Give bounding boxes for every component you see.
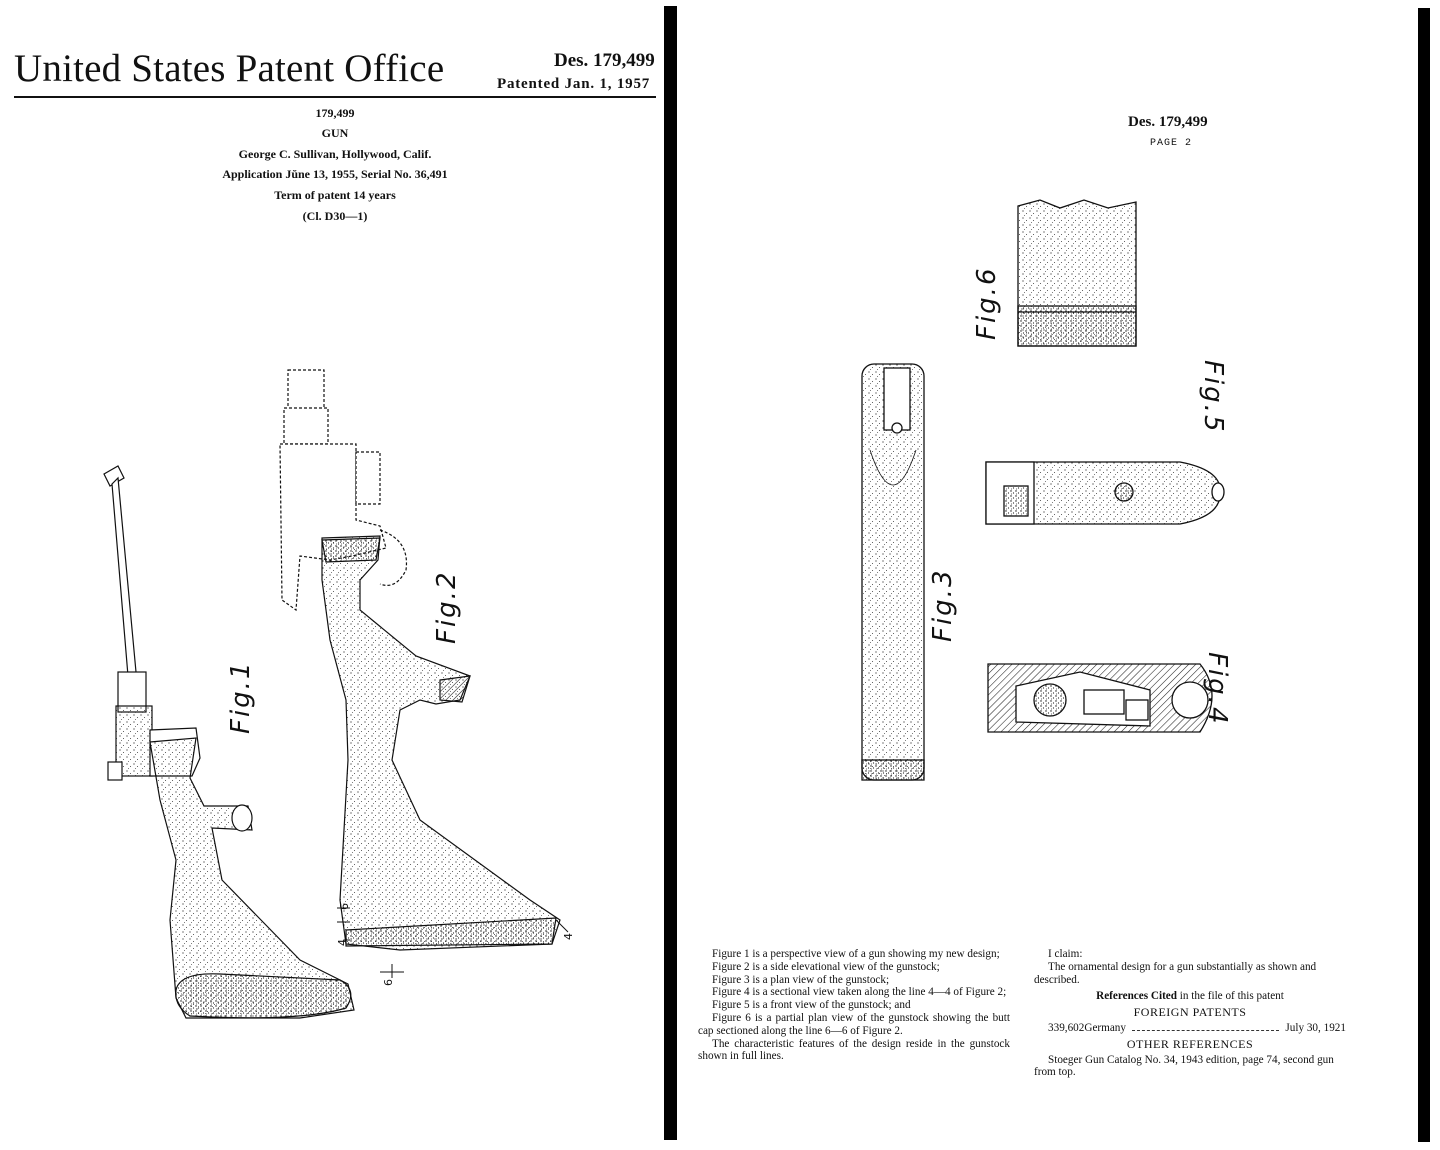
section-mark-4-left: 4 <box>336 939 349 946</box>
application-line: Application Jŭne 13, 1955, Serial No. 36,491 <box>222 167 448 181</box>
page2-design-number: Des. 179,499 <box>1128 114 1208 130</box>
figure-description-column <box>698 948 1010 1063</box>
fig6-butt-cap-drawing <box>1018 200 1136 346</box>
patent-office-title: United States Patent Office <box>14 47 445 90</box>
desc-fig5: Figure 5 is a front view of the gunstock; and <box>712 999 911 1012</box>
foreign-patent-country: Germany <box>1084 1021 1126 1034</box>
classification-line: (Cl. D30—1) <box>302 209 368 223</box>
term-line: Term of patent 14 years <box>274 188 396 202</box>
fig3-plan-view-drawing <box>862 364 924 780</box>
foreign-patent-row <box>1034 1022 1346 1035</box>
foreign-patents-heading: FOREIGN PATENTS <box>1133 1005 1247 1020</box>
section-mark-6-top: 6 <box>338 903 351 910</box>
desc-fig4: Figure 4 is a sectional view taken along the line 4—4 of Figure 2; <box>712 986 1007 999</box>
references-heading <box>1034 990 1346 1003</box>
section-mark-6-bottom: 6 <box>382 979 395 986</box>
inventor-line: George C. Sullivan, Hollywood, Calif. <box>238 147 432 161</box>
foreign-patent-date: July 30, 1921 <box>1285 1021 1346 1034</box>
fig3-label: Fig.3 <box>928 568 958 642</box>
fig4-sectional-view-drawing <box>988 664 1212 732</box>
scan-right-edge-bar <box>1418 8 1430 1142</box>
section-mark-4-right: 4 <box>562 933 575 940</box>
scan-divider-bar <box>664 6 677 1140</box>
figures-page2-drawing <box>677 0 1418 940</box>
fig5-front-view-drawing <box>986 462 1224 524</box>
desc-fig2: Figure 2 is a side elevational view of the gunstock; <box>712 960 940 973</box>
fig4-label: Fig.4 <box>1202 652 1232 726</box>
fig2-gunstock-drawing <box>280 370 560 950</box>
leader-dashes <box>1132 1022 1279 1031</box>
patent-number: 179,499 <box>315 106 355 120</box>
fig1-label: Fig.1 <box>226 660 256 734</box>
patent-title: GUN <box>321 126 349 140</box>
figures-page1-drawing <box>0 0 664 1150</box>
foreign-patent-number: 339,602 <box>1048 1021 1085 1034</box>
other-reference: Stoeger Gun Catalog No. 34, 1943 edition, page 74, second gun from top. <box>1034 1053 1334 1079</box>
design-number: Des. 179,499 <box>554 50 655 71</box>
fig2-label: Fig.2 <box>432 570 462 644</box>
other-references-heading: OTHER REFERENCES <box>1126 1036 1254 1051</box>
references-heading-bold: References Cited <box>1096 990 1177 1003</box>
claim-heading: I claim: <box>1048 948 1083 960</box>
fig6-label: Fig.6 <box>972 266 1002 340</box>
desc-fig1: Figure 1 is a perspective view of a gun showing my new design; <box>712 948 1000 960</box>
patented-date: Patented Jan. 1, 1957 <box>497 76 651 92</box>
fig5-label: Fig.5 <box>1198 360 1228 434</box>
desc-fig6: Figure 6 is a partial plan view of the gunstock showing the butt cap sectioned along the line 6—6 of Figure 2. <box>698 1011 1010 1037</box>
claim-text: The ornamental design for a gun substantially as shown and described. <box>1034 960 1317 986</box>
references-heading-rest: in the file of this patent <box>1176 990 1284 1003</box>
desc-characteristic: The characteristic features of the design reside in the gunstock shown in full lines. <box>698 1037 1010 1063</box>
desc-fig3: Figure 3 is a plan view of the gunstock; <box>712 973 890 986</box>
claims-column <box>1034 948 1346 1079</box>
page2-page-label: PAGE 2 <box>1150 138 1193 149</box>
